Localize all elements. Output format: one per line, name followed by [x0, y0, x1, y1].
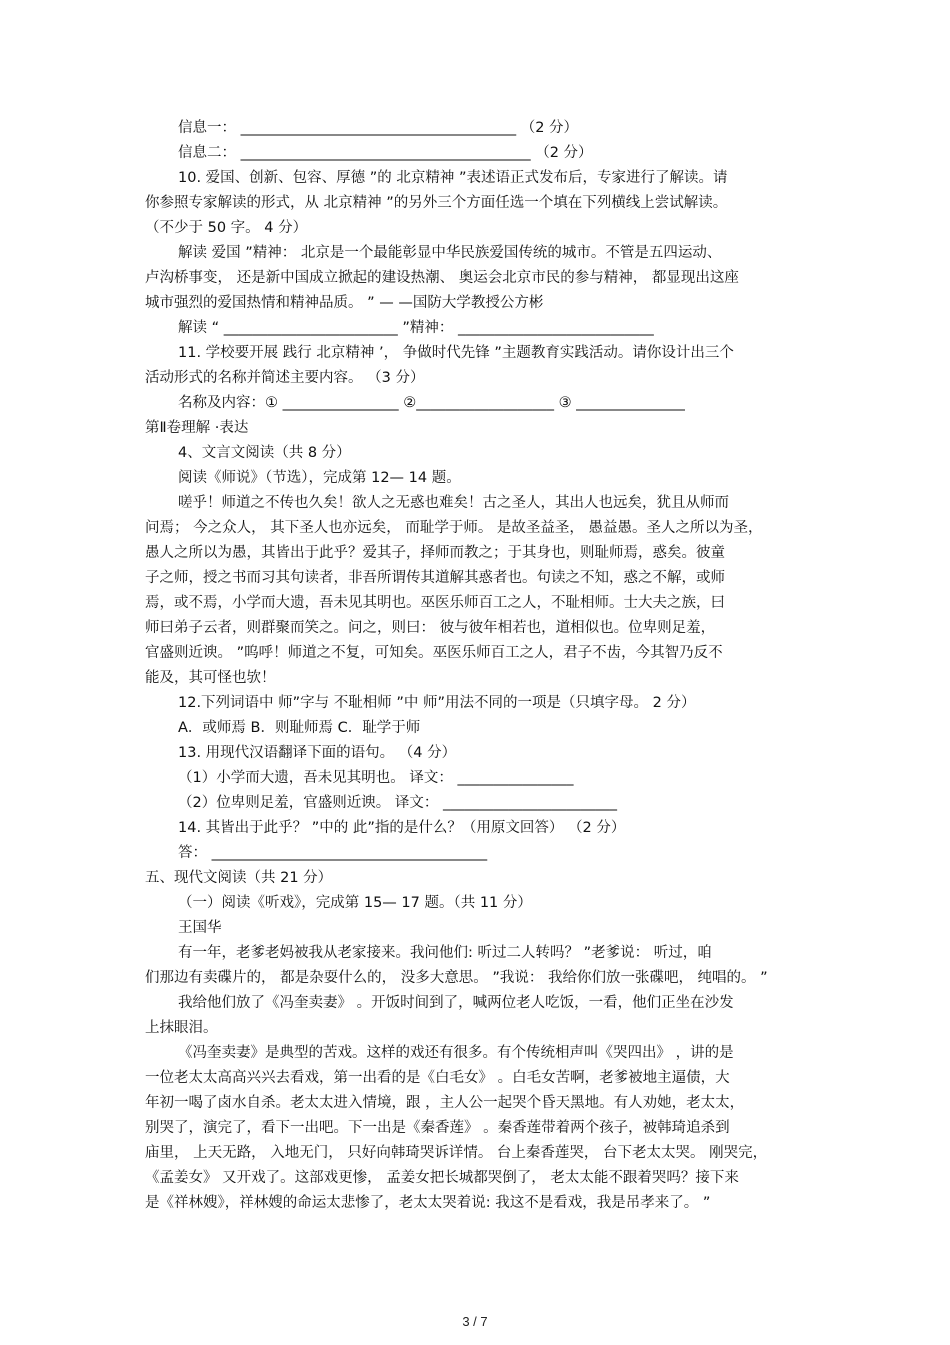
page-number: 3 / 7 — [462, 1314, 488, 1329]
text-line: 愚人之所以为愚，其皆出于此乎？爱其子，择师而教之；于其身也，则耻师焉，惑矣。彼童 — [145, 545, 725, 561]
text-line: 城市强烈的爱国热情和精神品质。 ” — —国防大学教授公方彬 — [145, 295, 544, 311]
text-line: 13. 用现代汉语翻译下面的语句。 （4 分） — [178, 745, 457, 761]
text-line: 活动形式的名称并简述主要内容。 （3 分） — [145, 370, 425, 386]
text-line: 12.下列词语中 师”字与 不耻相师 ”中 师”用法不同的一项是（只填字母。 2 分） — [178, 695, 696, 711]
text-line: 师曰弟子云者，则群聚而笑之。问之，则曰： 彼与彼年相若也，道相似也。位卑则足羞， — [145, 620, 716, 636]
text-line: 10. 爱国、创新、包容、厚德 ”的 北京精神 ”表述语正式发布后，专家进行了解读。请 — [178, 170, 728, 186]
text-line: 名称及内容：① ________________ ②___________________ ③ _______________ — [178, 395, 685, 411]
text-line: 庙里， 上天无路， 入地无门， 只好向韩琦哭诉详情。 台上秦香莲哭， 台下老太太哭。 刚哭完， — [145, 1145, 768, 1161]
text-line: （一）阅读《听戏》，完成第 15— 17 题。（共 11 分） — [178, 895, 532, 911]
text-line: 一位老太太高高兴兴去看戏，第一出看的是《白毛女》 。白毛女苦啊，老爹被地主逼债，大 — [145, 1070, 730, 1086]
text-line: 解读 “ ________________________ ”精神： ___________________________ — [178, 320, 654, 336]
text-line: 官盛则近谀。 ”呜呼！师道之不复，可知矣。巫医乐师百工之人，君子不齿，今其智乃反不 — [145, 645, 723, 661]
text-line: （2）位卑则足羞，官盛则近谀。 译文： ________________________ — [178, 795, 617, 811]
text-line: （1）小学而大遗，吾未见其明也。 译文： ________________ — [178, 770, 574, 786]
answer-options: A．或师焉 B．则耻师焉 C．耻学于师 — [178, 720, 421, 736]
text-line: 能及，其可怪也欤！ — [145, 670, 276, 686]
text-line: 上抹眼泪。 — [145, 1020, 218, 1036]
text-line: 阅读《师说》（节选），完成第 12— 14 题。 — [178, 470, 461, 486]
text-line: 答： ______________________________________ — [178, 845, 488, 861]
text-line: 《冯奎卖妻》是典型的苦戏。这样的戏还有很多。有个传统相声叫《哭四出》 ，讲的是 — [178, 1045, 734, 1061]
text-line: 你参照专家解读的形式，从 北京精神 ”的另外三个方面任选一个填在下列横线上尝试解读。 — [145, 195, 728, 211]
text-line: 焉，或不焉，小学而大遗，吾未见其明也。巫医乐师百工之人，不耻相师。士大夫之族，曰 — [145, 595, 725, 611]
text-line: 子之师，授之书而习其句读者，非吾所谓传其道解其惑者也。句读之不知，惑之不解，或师 — [145, 570, 725, 586]
text-line: 11. 学校要开展 践行 北京精神 ’， 争做时代先锋 ”主题教育实践活动。请你设计出三个 — [178, 345, 734, 361]
section-heading: 五、现代文阅读（共 21 分） — [145, 870, 333, 886]
text-line: 有一年，老爹老妈被我从老家接来。我问他们: 听过二人转吗？ ”老爹说： 听过，咱 — [178, 945, 712, 961]
text-line: 年初一喝了卤水自杀。老太太进入情境，跟 ，主人公一起哭个昏天黑地。有人劝她，老太太， — [145, 1095, 745, 1111]
text-line: 我给他们放了《冯奎卖妻》 。开饭时间到了，喊两位老人吃饭，一看，他们正坐在沙发 — [178, 995, 734, 1011]
text-line: 问焉； 今之众人， 其下圣人也亦远矣， 而耻学于师。 是故圣益圣， 愚益愚。圣人之所以为圣， — [145, 520, 763, 536]
text-line: 信息一： ______________________________________ （2 分） — [178, 120, 579, 136]
text-line: 卢沟桥事变， 还是新中国成立掀起的建设热潮、 奥运会北京市民的参与精神， 都显现出这座 — [145, 270, 739, 286]
text-line: 14. 其皆出于此乎？ ”中的 此”指的是什么？（用原文回答） （2 分） — [178, 820, 626, 836]
author-name: 王国华 — [178, 920, 222, 936]
text-line: 嗟乎！师道之不传也久矣！欲人之无惑也难矣！古之圣人，其出人也远矣，犹且从师而 — [178, 495, 729, 511]
section-heading: 4、文言文阅读（共 8 分） — [178, 445, 351, 461]
text-line: （不少于 50 字。 4 分） — [145, 220, 308, 236]
text-line: 《孟姜女》 又开戏了。这部戏更惨， 孟姜女把长城都哭倒了， 老太太能不跟着哭吗？接下来 — [145, 1170, 739, 1186]
text-line: 别哭了，演完了，看下一出吧。下一出是《秦香莲》 。秦香莲带着两个孩子，被韩琦追杀到 — [145, 1120, 730, 1136]
text-line: 是《祥林嫂》，祥林嫂的命运太悲惨了，老太太哭着说: 我这不是看戏，我是吊孝来了。 ” — [145, 1195, 711, 1211]
text-line: 解读 爱国 ”精神： 北京是一个最能彰显中华民族爱国传统的城市。不管是五四运动、 — [178, 245, 722, 261]
text-line: 们那边有卖碟片的， 都是杂耍什么的， 没多大意思。 ”我说： 我给你们放一张碟吧， 纯唱的。 ” — [145, 970, 768, 986]
text-line: 信息二： ________________________________________ （2 分） — [178, 145, 593, 161]
section-heading: 第Ⅱ卷理解 ·表达 — [145, 420, 249, 436]
